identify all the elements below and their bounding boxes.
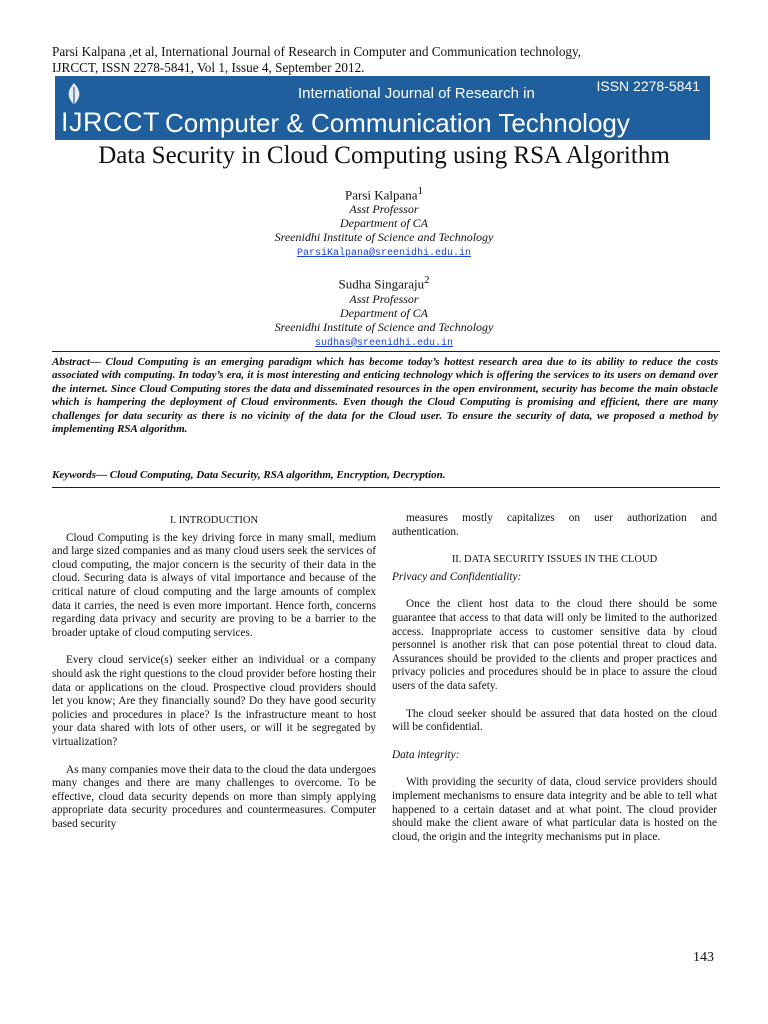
subheading-privacy: Privacy and Confidentiality:	[392, 570, 522, 583]
intro-paragraph-3: As many companies move their data to the cloud the data undergoes many changes and there are many challenges to overcome. To be effective, cloud data security depends on more than simply applying appropriate data security procedures and countermeasures. Computer based security	[52, 763, 376, 830]
banner-full-name: Computer & Communication Technology	[165, 108, 630, 138]
banner-issn: ISSN 2278-5841	[596, 78, 700, 94]
author-1-name: Parsi Kalpana$^1$	[345, 185, 423, 203]
abstract-top-rule	[52, 351, 720, 352]
privacy-paragraph-2: The cloud seeker should be assured that data hosted on the cloud will be confidential.	[392, 707, 717, 734]
author-2-dept: Department of CA	[340, 305, 428, 320]
section-heading-introduction: I. INTRODUCTION	[169, 515, 259, 526]
section-heading-data-security-issues: II. DATA SECURITY ISSUES IN THE CLOUD	[451, 554, 658, 566]
intro-paragraph-1: Cloud Computing is the key driving force in many small, medium and large sized companies and as many cloud users seek the services of cloud computing, the major concern is the security of their data in the cloud. Securing data is always of vital importance and because of the critical nature of cloud computing and the large amounts of complex data it carries, the need is even more important. Hence forth, concerns regarding data privacy and security are proving to be a barrier to the broader uptake of cloud computing services.	[52, 531, 376, 639]
integrity-paragraph: With providing the security of data, cloud service providers should implement mechanisms to ensure data integrity and be able to tell what happened to a certain dataset and at what point. The cloud provider should make the client aware of what particular data is hosted on the cloud, the origin and the integrity mechanisms put in place.	[392, 776, 717, 843]
right-column	[392, 512, 717, 858]
subheading-integrity: Data integrity:	[392, 748, 460, 761]
header-line-2: IJRCCT, ISSN 2278-5841, Vol 1, Issue 4, September 2012.	[52, 60, 365, 75]
journal-banner	[55, 76, 710, 140]
keywords: Keywords— Cloud Computing, Data Security, RSA algorithm, Encryption, Decryption.	[52, 469, 446, 481]
continued-paragraph: measures mostly capitalizes on user authorization and authentication.	[392, 512, 717, 538]
author-1-dept: Department of CA	[340, 216, 428, 231]
keywords-bottom-rule	[52, 487, 720, 488]
author-2-institution: Sreenidhi Institute of Science and Technology	[274, 319, 494, 334]
page-number: 143	[693, 950, 714, 965]
header-line-1: Parsi Kalpana ,et al, International Journal of Research in Computer and Communication technology,	[52, 44, 582, 59]
author-2-name: Sudha Singaraju$^2$	[338, 274, 430, 292]
abstract: Abstract— Cloud Computing is an emerging paradigm which has become today’s hottest research area due to its ability to reduce the costs associated with computing. In today’s era, it is most interesting and enticing technology which is offering the services to its users on demand over the internet. Since Cloud Computing stores the data and disseminated resources in the open environment, security has become the main obstacle which is hampering the deployment of Cloud environments. Even though the Cloud Computing is promising and efficient, there are many challenges for data security as there is no vicinity of the data for the Cloud user. To ensure the security of data, we proposed a method by implementing RSA algorithm.	[52, 356, 718, 436]
paper-title: Data Security in Cloud Computing using RSA Algorithm	[98, 142, 670, 169]
author-block	[0, 184, 768, 351]
author-1-role: Asst Professor	[349, 202, 419, 217]
leaf-logo-icon	[61, 81, 87, 107]
author-2-email-link[interactable]: sudhas@sreenidhi.edu.in	[314, 337, 454, 349]
author-1-email-link[interactable]: ParsiKalpana@sreenidhi.edu.in	[296, 248, 472, 260]
running-header	[52, 44, 581, 76]
intro-paragraph-2: Every cloud service(s) seeker either an individual or a company should ask the right questions to the cloud provider before hosting their data or applications on the cloud. Prospective cloud providers should let you know; Are they financially sound? Do they have good security policies and procedures in place? Is the infrastructure meant to host your data shared with lots of other users, or will it be segregated by virtualization?	[52, 654, 376, 748]
banner-tagline: International Journal of Research in	[298, 85, 535, 102]
author-2-role: Asst Professor	[349, 291, 419, 306]
left-column	[52, 512, 376, 845]
privacy-paragraph-1: Once the client host data to the cloud there should be some guarantee that access to that data will only be limited to the authorized access. Inappropriate access to customer sensitive data by cloud personnel is another risk that can pose potential threat to cloud data. Assurances should be provided to the clients and proper practices and privacy policies and procedures should be in place to assure the cloud users of the data safety.	[392, 598, 717, 692]
banner-abbreviation: IJRCCT	[61, 107, 160, 137]
author-1-institution: Sreenidhi Institute of Science and Technology	[274, 230, 494, 245]
